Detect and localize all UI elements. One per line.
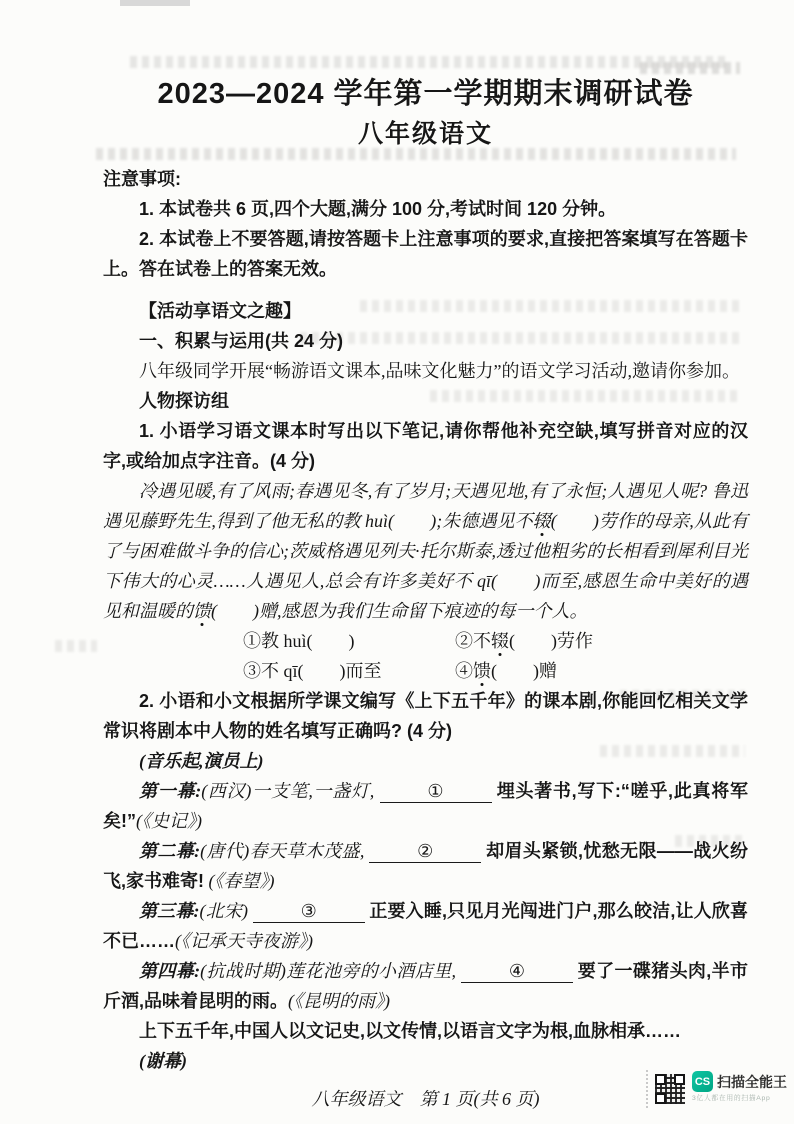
exam-title: 2023—2024 学年第一学期期末调研试卷 bbox=[157, 78, 694, 110]
camscanner-brand-name: 扫描全能王 bbox=[717, 1073, 787, 1090]
dotted-character: 辍 bbox=[532, 511, 551, 531]
option-row-2 bbox=[243, 656, 748, 686]
passage-segment: ( )赠,感恩为我们生命留下痕迹的每一个人。 bbox=[211, 601, 588, 621]
dotted-character: 馈 bbox=[473, 661, 491, 681]
scene-label: 第三幕: bbox=[139, 901, 200, 921]
question-1-stem: 1. 小语学习语文课本时写出以下笔记,请你帮他补充空缺,填写拼音对应的汉字,或给加点字注音。(4 分) bbox=[103, 421, 748, 471]
qr-code-icon bbox=[655, 1074, 685, 1104]
activity-banner: 【活动享语文之趣】 bbox=[139, 301, 301, 321]
scan-edge-artifact bbox=[120, 0, 190, 6]
activity-intro: 八年级同学开展“畅游语文课本,品味文化魅力”的语文学习活动,邀请你参加。 bbox=[139, 361, 740, 381]
camscanner-badge-icon: CS bbox=[692, 1071, 713, 1092]
option-item-4: ④馈( )赠 bbox=[455, 661, 557, 681]
scene-label: 第一幕: bbox=[139, 781, 202, 801]
option-item-1: ①教 huì( ) bbox=[243, 631, 355, 651]
scene-direction: (唐代)春天草木茂盛, bbox=[200, 841, 365, 861]
scene-2 bbox=[103, 836, 748, 896]
blank-number: ① bbox=[427, 781, 444, 801]
answer-blank bbox=[369, 840, 481, 863]
scene-line: 却眉头紧锁,忧愁无限——战火纷飞,家书难寄! bbox=[103, 841, 748, 891]
camscanner-tagline: 3亿人都在用的扫描App bbox=[692, 1094, 771, 1103]
scene-direction: (西汉)一支笔,一盏灯, bbox=[201, 781, 375, 801]
curtain-note: (谢幕) bbox=[139, 1051, 187, 1071]
scene-source: (《史记》) bbox=[136, 811, 202, 831]
scene-label: 第二幕: bbox=[139, 841, 201, 861]
scene-1 bbox=[103, 776, 748, 836]
notice-heading: 注意事项: bbox=[103, 169, 181, 189]
closing-line: 上下五千年,中国人以文记史,以文传情,以语言文字为根,血脉相承…… bbox=[139, 1021, 682, 1041]
scene-line: 要了一碟猪头肉,半市斤酒,品味着昆明的雨。 bbox=[103, 961, 749, 1011]
answer-blank bbox=[380, 780, 492, 803]
notice-item-1: 1. 本试卷共 6 页,四个大题,满分 100 分,考试时间 120 分钟。 bbox=[139, 199, 617, 219]
scene-line: 埋头著书,写下:“嗟乎,此真将军矣!” bbox=[103, 781, 748, 831]
answer-blank bbox=[253, 900, 365, 923]
passage-segment: 冷遇见暖,有了风雨;春遇见冬,有了岁月;天遇见地,有了永恒;人遇见人呢? 鲁迅遇见藤野先生,得到了他无私的教 huì( );朱德遇见不 bbox=[103, 481, 748, 531]
camscanner-watermark bbox=[646, 1070, 794, 1108]
blank-number: ② bbox=[417, 841, 434, 861]
stage-opening: (音乐起,演员上) bbox=[139, 751, 264, 771]
question-1-passage bbox=[103, 476, 748, 626]
exam-subtitle: 八年级语文 bbox=[357, 120, 493, 148]
scene-line: 正要入睡,只见月光闯进门户,那么皎洁,让人欣喜不已…… bbox=[103, 901, 748, 951]
option-item-2: ②不辍( )劳作 bbox=[455, 631, 593, 651]
dotted-character: 辍 bbox=[491, 631, 509, 651]
answer-blank bbox=[461, 960, 573, 983]
scene-source: (《昆明的雨》) bbox=[288, 991, 390, 1011]
option-item-3: ③不 qī( )而至 bbox=[243, 661, 382, 681]
option-row-1 bbox=[243, 626, 748, 656]
scene-source: (《春望》) bbox=[208, 871, 275, 891]
scene-4 bbox=[103, 956, 748, 1016]
blank-number: ④ bbox=[508, 961, 525, 981]
bleed-artifact bbox=[130, 56, 730, 68]
page-footer: 八年级语文 第 1 页(共 6 页) bbox=[311, 1089, 540, 1109]
scene-label: 第四幕: bbox=[139, 961, 201, 981]
blank-number: ③ bbox=[300, 901, 317, 921]
bleed-artifact bbox=[640, 62, 740, 74]
scene-3 bbox=[103, 896, 748, 956]
group-heading: 人物探访组 bbox=[139, 391, 229, 411]
section-heading: 一、积累与运用(共 24 分) bbox=[139, 331, 344, 351]
perforation-divider bbox=[646, 1070, 648, 1108]
dotted-character: 馈 bbox=[193, 601, 211, 621]
passage-segment: ( )劳作的母亲,从此有了与困难做斗争的信心;茨威格遇见列夫·托尔斯泰,透过他粗劣的长相看到犀利目光下伟大的心灵……人遇见人,总会有许多美好不 qī( )而至,感恩生命中美好的遇见和温暖的 bbox=[103, 511, 749, 621]
scene-direction: (抗战时期)莲花池旁的小酒店里, bbox=[200, 961, 457, 981]
question-2-stem: 2. 小语和小文根据所学课文编写《上下五千年》的课本剧,你能回忆相关文学常识将剧本中人物的姓名填写正确吗? (4 分) bbox=[103, 691, 748, 741]
bleed-artifact bbox=[55, 640, 97, 652]
scene-source: (《记承天寺夜游》) bbox=[175, 931, 313, 951]
scene-direction: (北宋) bbox=[199, 901, 248, 921]
notice-item-2: 2. 本试卷上不要答题,请按答题卡上注意事项的要求,直接把答案填写在答题卡上。答在试卷上的答案无效。 bbox=[103, 229, 748, 279]
